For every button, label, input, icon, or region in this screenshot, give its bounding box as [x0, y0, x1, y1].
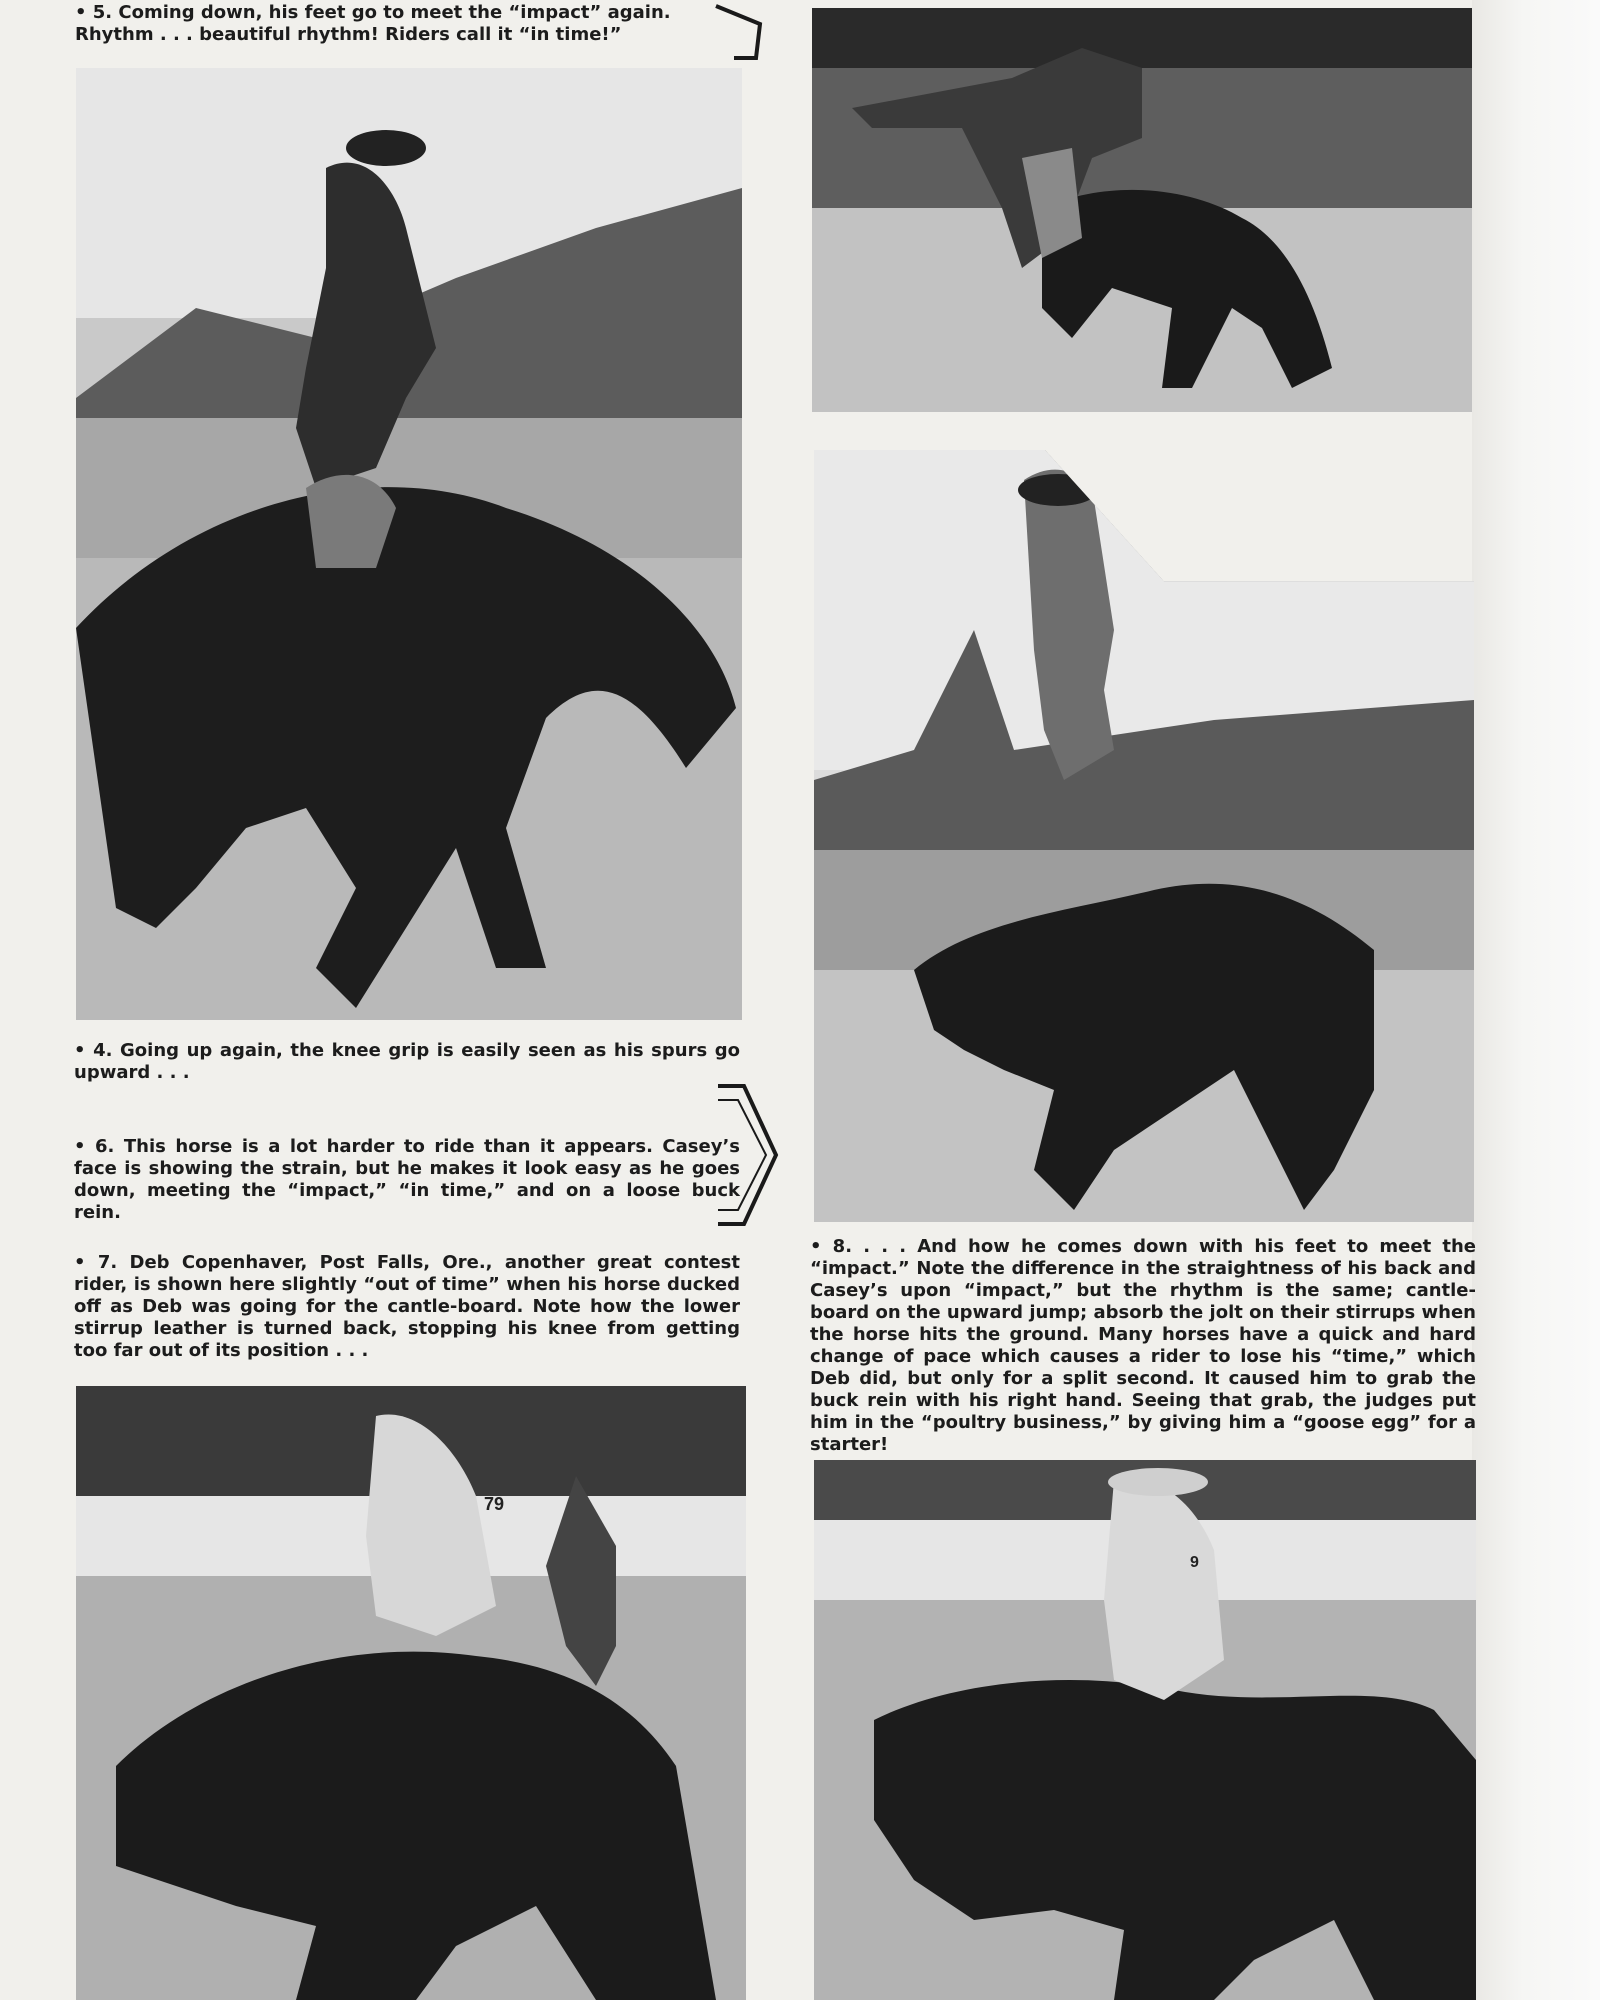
- photo-deb-out-of-time: [76, 1386, 746, 2000]
- caption-6: • 6. This horse is a lot harder to ride than it appears. Casey’s face is showing the strain, but he makes it look easy as he goes down, meeting the “impact,” “in time,” and on a loose buck rein.: [74, 1136, 740, 1223]
- caption-5: • 5. Coming down, his feet go to meet the “impact” again. Rhythm . . . beautiful rhythm! Riders call it “in time!”: [75, 2, 671, 45]
- photo-rider-coming-down: [76, 68, 742, 1020]
- rider-number-79: 79: [484, 1494, 505, 1514]
- photo-deb-comes-down: [814, 1460, 1476, 2000]
- caption-8: • 8. . . . And how he comes down with his feet to meet the “impact.” Note the difference in the straightness of his back and Casey’s upon “impact,” but the rhythm is the same; cantle-board on the upward jump; absorb the jolt on their stirrups when the horse hits the ground. Many horses have a quick and hard change of pace which causes a rider to lose his “time,” which Deb did, but only for a split second. It caused him to grab the buck rein with his right hand. Seeing that grab, the judges put him in the “poultry business,” by giving him a “goose egg” for a starter!: [810, 1236, 1476, 1455]
- photo-rider-going-up: [812, 8, 1472, 412]
- photo-rider-strain: [814, 450, 1474, 1222]
- rider-number-9: 9: [1190, 1554, 1199, 1571]
- caption-4: • 4. Going up again, the knee grip is easily seen as his spurs go upward . . .: [74, 1040, 740, 1083]
- arrow-right-top-icon: [712, 2, 768, 64]
- page-edge: [1472, 0, 1600, 2000]
- caption-7: • 7. Deb Copenhaver, Post Falls, Ore., another great contest rider, is shown here slightly “out of time” when his horse ducked off as Deb was going for the cantle-board. Note how the lower stirrup leather is turned back, stopping his knee from getting too far out of its position . . .: [74, 1252, 740, 1361]
